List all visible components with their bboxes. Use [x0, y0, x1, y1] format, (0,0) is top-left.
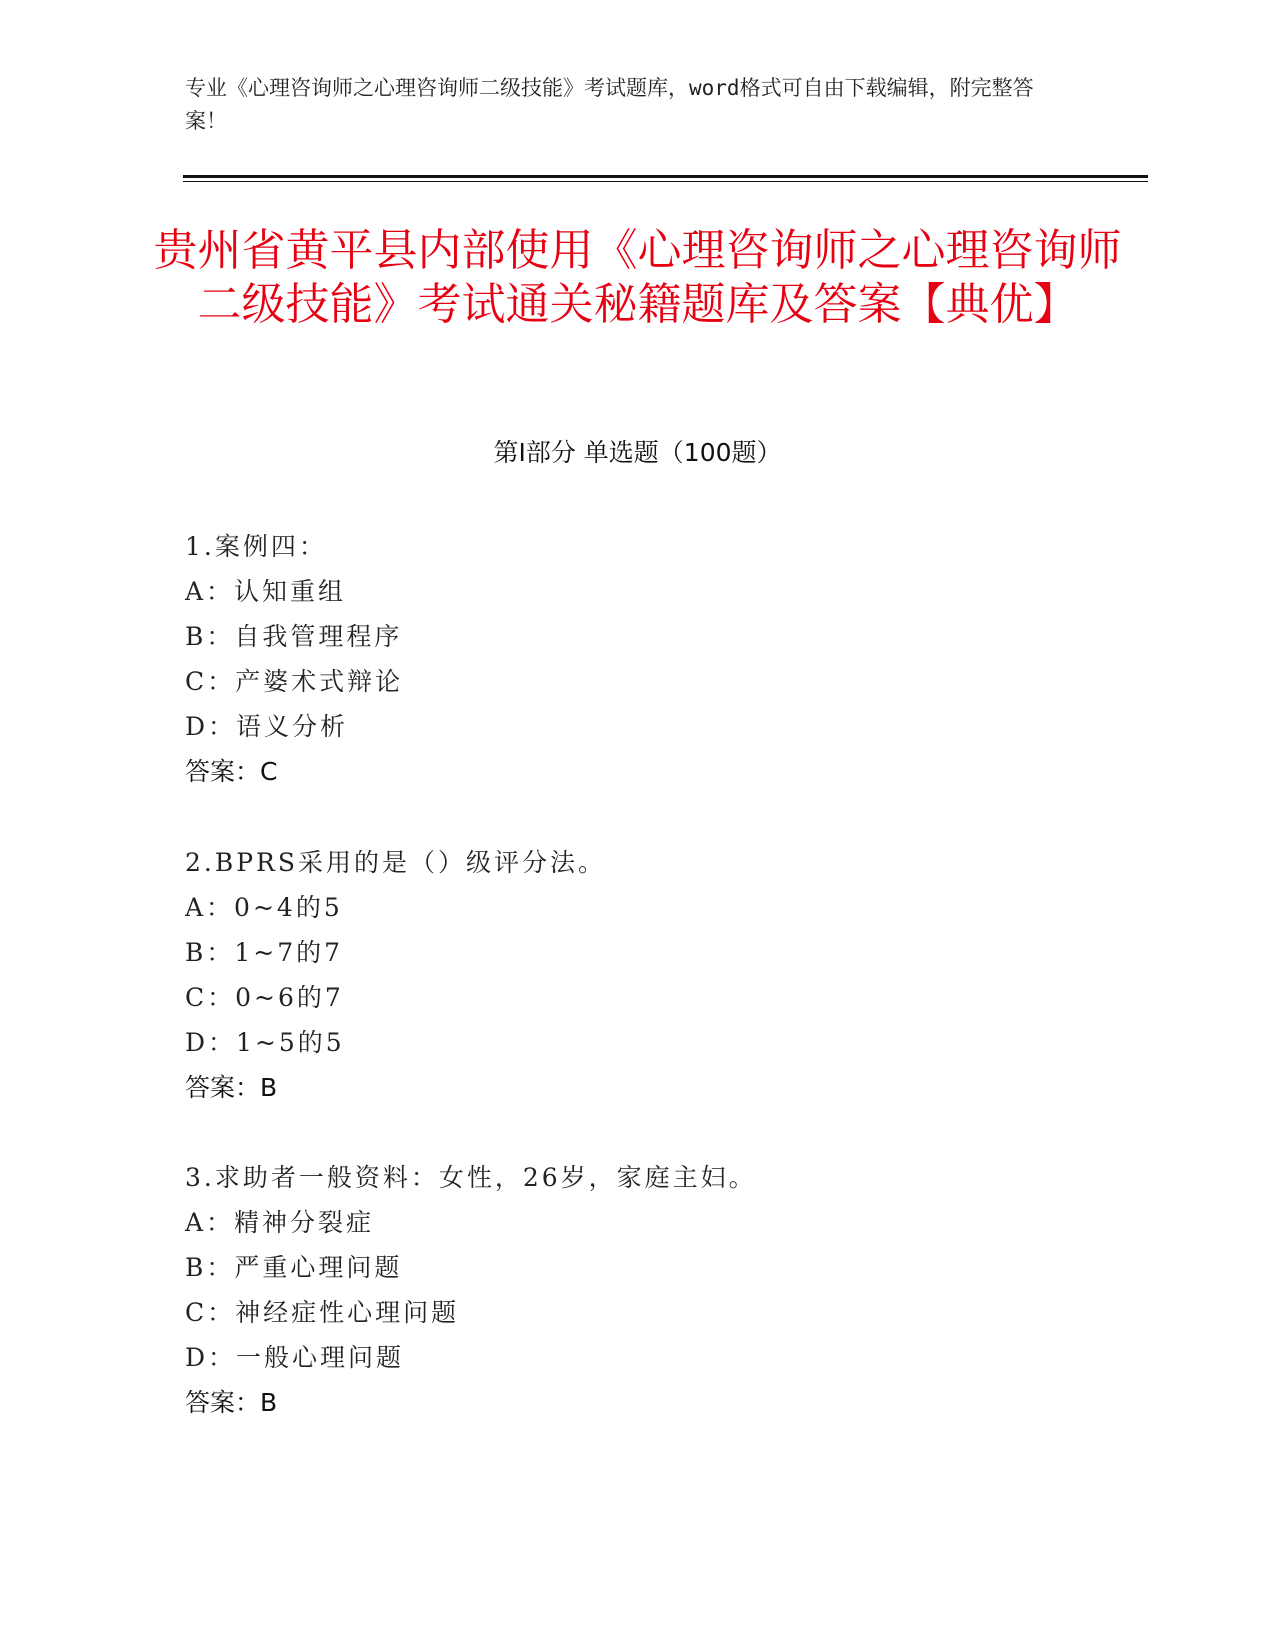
- question-block: [185, 840, 1085, 1110]
- option-c: C：神经症性心理问题: [185, 1298, 460, 1327]
- option-c: C：产婆术式辩论: [185, 667, 404, 696]
- option-a: A：0~4的5: [185, 893, 343, 922]
- section-heading: 第I部分 单选题（100题）: [493, 438, 782, 467]
- header-divider-thick: [183, 175, 1148, 178]
- answer-line: 答案：C: [185, 757, 278, 786]
- document-title: 贵州省黄平县内部使用《心理咨询师之心理咨询师二级技能》考试通关秘籍题库及答案【典优】: [153, 225, 1122, 330]
- question-block: [185, 1155, 1085, 1425]
- option-d: D：语义分析: [185, 712, 349, 741]
- option-d: D：一般心理问题: [185, 1343, 405, 1372]
- answer-line: 答案：B: [185, 1073, 278, 1102]
- option-b: B：自我管理程序: [185, 622, 403, 651]
- option-a: A：认知重组: [185, 577, 347, 606]
- option-c: C：0~6的7: [185, 983, 344, 1012]
- header-divider-thin: [183, 181, 1148, 182]
- question-stem: 3.求助者一般资料：女性，26岁，家庭主妇。: [185, 1163, 757, 1192]
- option-a: A：精神分裂症: [185, 1208, 375, 1237]
- option-b: B：1~7的7: [185, 938, 344, 967]
- question-stem: 1.案例四：: [185, 532, 327, 561]
- option-d: D：1~5的5: [185, 1028, 345, 1057]
- question-block: [185, 524, 1085, 794]
- option-b: B：严重心理问题: [185, 1253, 403, 1282]
- header-note: 专业《心理咨询师之心理咨询师二级技能》考试题库，word格式可自由下载编辑，附完整答案！: [185, 76, 1034, 133]
- question-stem: 2.BPRS采用的是（）级评分法。: [185, 848, 606, 877]
- answer-line: 答案：B: [185, 1388, 278, 1417]
